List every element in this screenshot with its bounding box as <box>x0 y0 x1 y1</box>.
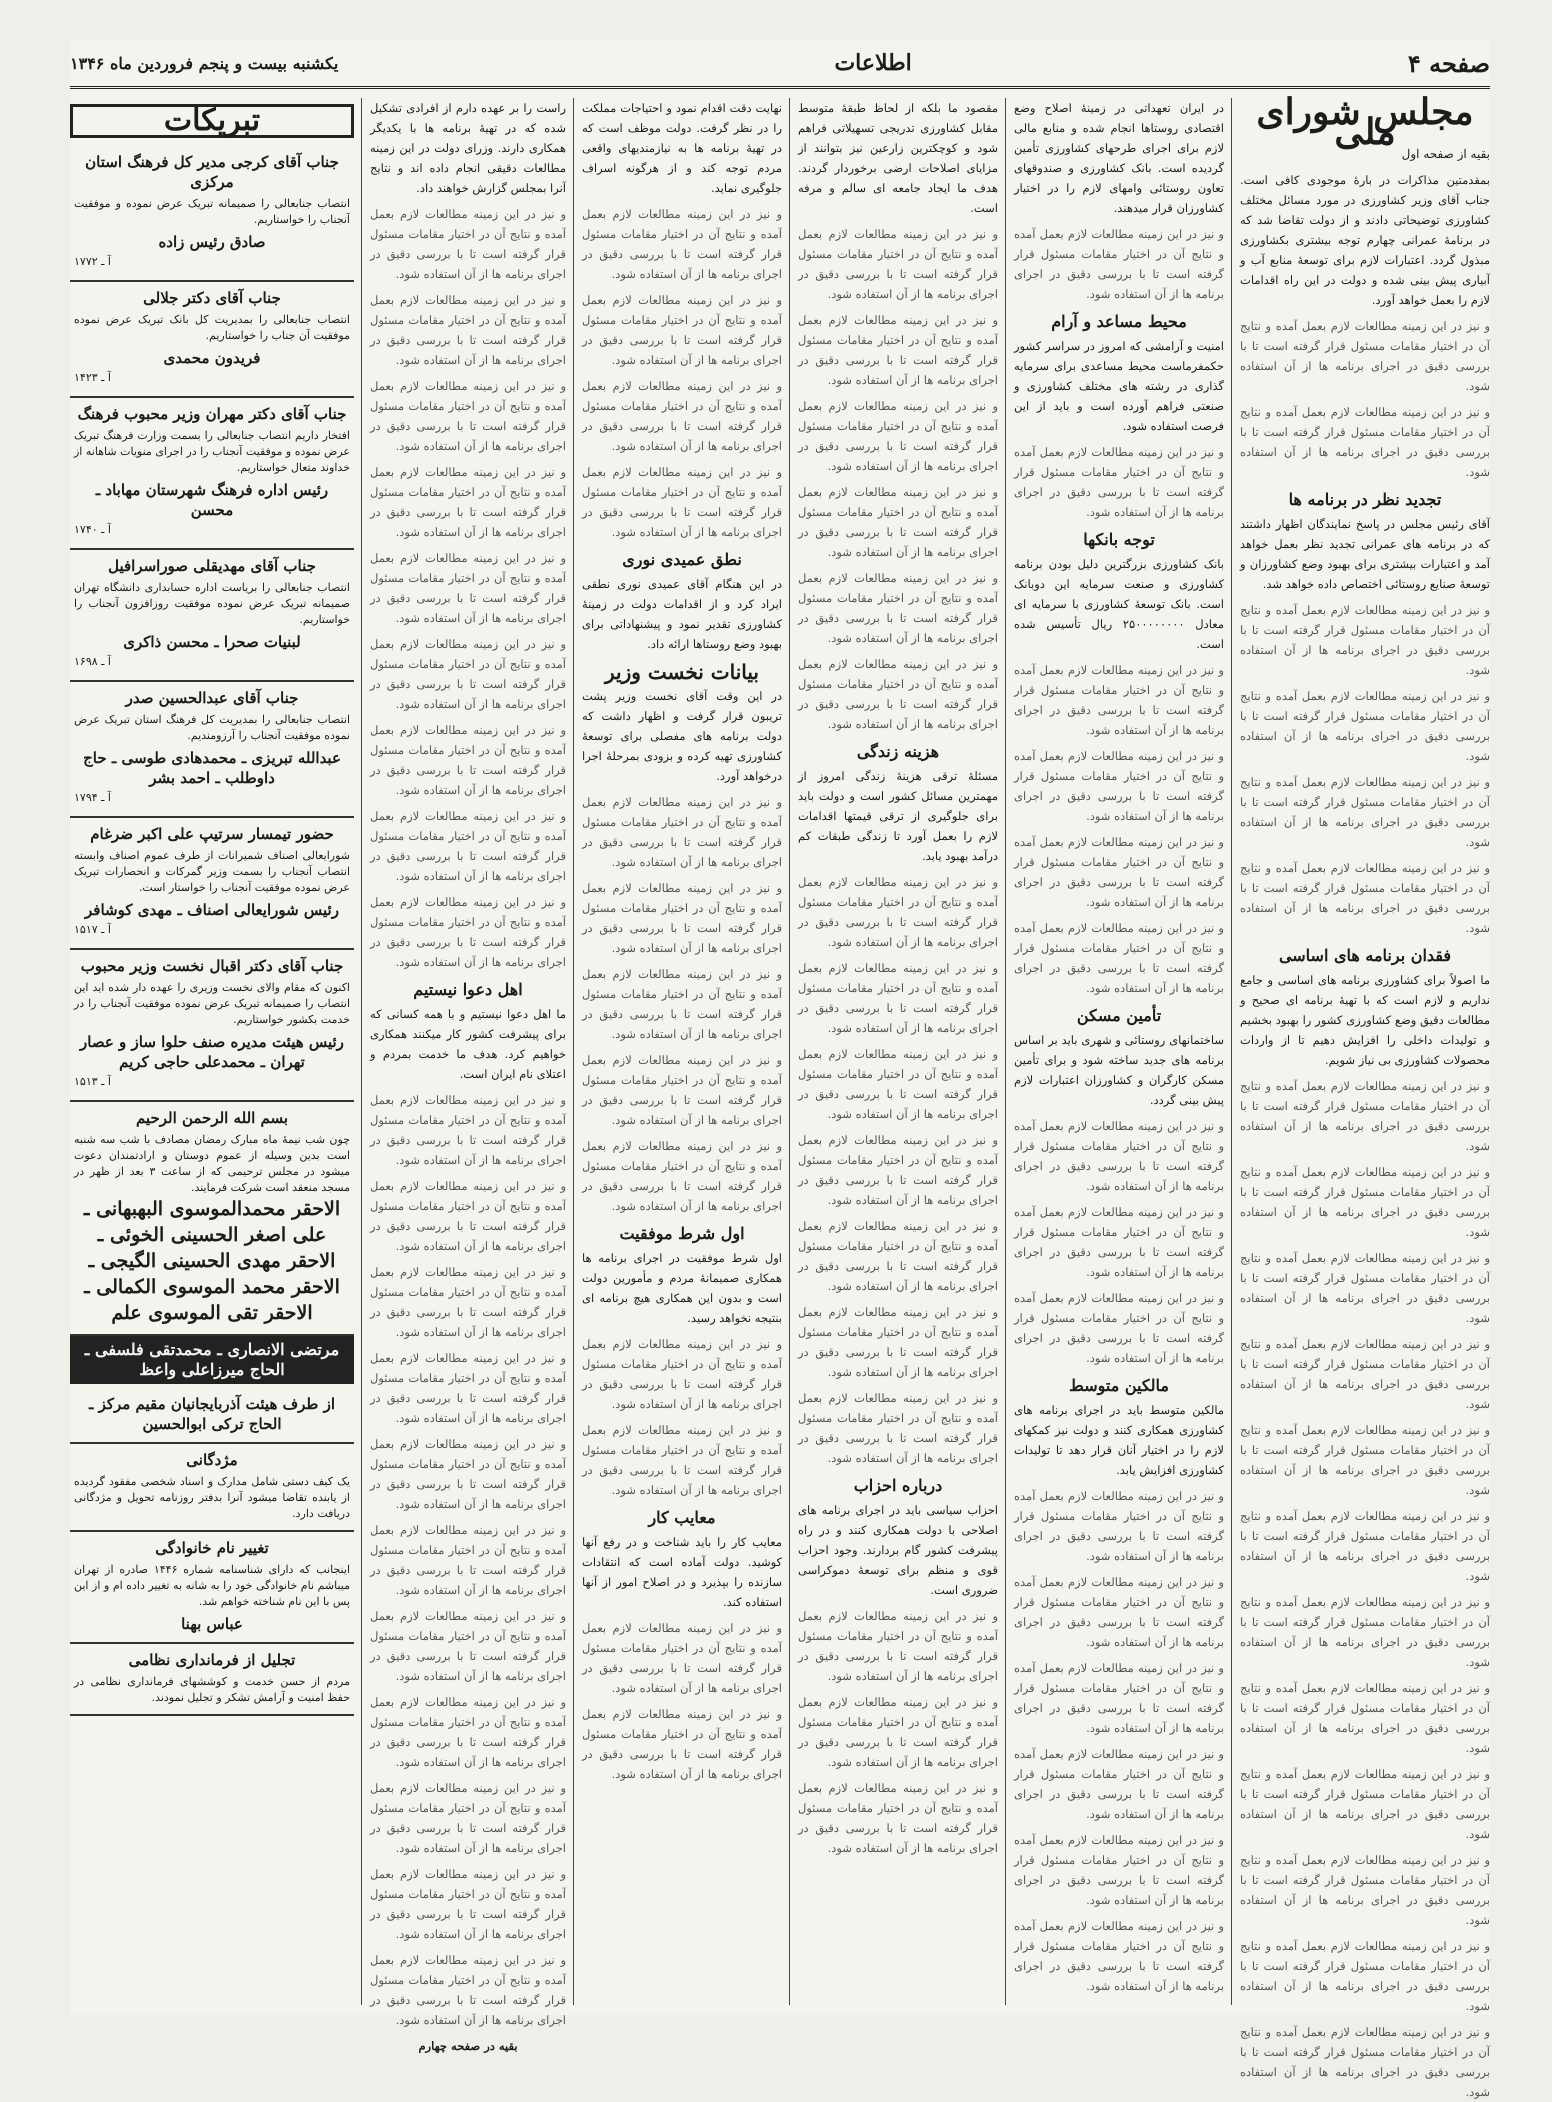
filler-paragraph: و نیز در این زمینه مطالعات لازم بعمل آمده و نتایج آن در اختیار مقامات مسئول قرار گرفته است تا با بررسی دقیق در اجرای برنامه ها از آن استفاده شود. <box>582 1053 782 1127</box>
ad-head: جناب آقای دکتر اقبال نخست وزیر محبوب <box>80 957 344 975</box>
filler-paragraph: و نیز در این زمینه مطالعات لازم بعمل آمده و نتایج آن در اختیار مقامات مسئول قرار گرفته است تا با بررسی دقیق در اجرای برنامه ها از آن استفاده شود. <box>1240 1165 1490 1239</box>
name-change-ad <box>70 1532 354 1644</box>
ad-sign: لبنیات صحرا ـ محسن ذاکری <box>123 633 301 651</box>
filler-paragraph: و نیز در این زمینه مطالعات لازم بعمل آمده و نتایج آن در اختیار مقامات مسئول قرار گرفته است تا با بررسی دقیق در اجرای برنامه ها از آن استفاده شود. <box>370 551 566 625</box>
ad-head: جناب آقای کرجی مدیر کل فرهنگ استان مرکزی <box>85 153 339 191</box>
article-paragraph: اول شرط موفقیت در اجرای برنامه ها همکاری صمیمانهٔ مردم و مأمورین دولت است و بدون این همکاری هیچ برنامه ای بنتیجه نخواهد رسید. <box>582 1251 782 1325</box>
filler-paragraph: و نیز در این زمینه مطالعات لازم بعمل آمده و نتایج آن در اختیار مقامات مسئول قرار گرفته است تا با بررسی دقیق در اجرای برنامه ها از آن استفاده شود. <box>370 723 566 797</box>
article-paragraph: در این هنگام آقای عمیدی نوری نطقی ایراد کرد و از اقدامات دولت در زمینهٔ کشاورزی تقدیر نمود و پیشنهاداتی برای بهبود وضع روستاها ارائه داد. <box>582 577 782 651</box>
section-heading: درباره احزاب <box>853 1476 943 1495</box>
filler-paragraph: و نیز در این زمینه مطالعات لازم بعمل آمده و نتایج آن در اختیار مقامات مسئول قرار گرفته است تا با بررسی دقیق در اجرای برنامه ها از آن استفاده شود. <box>582 795 782 869</box>
ad-code: آ ـ ۱۷۹۴ <box>74 791 111 804</box>
filler-paragraph: و نیز در این زمینه مطالعات لازم بعمل آمده و نتایج آن در اختیار مقامات مسئول قرار گرفته است تا با بررسی دقیق در اجرای برنامه ها از آن استفاده شود. <box>370 1781 566 1855</box>
filler-paragraph: و نیز در این زمینه مطالعات لازم بعمل آمده و نتایج آن در اختیار مقامات مسئول قرار گرفته است تا با بررسی دقیق در اجرای برنامه ها از آن استفاده شود. <box>798 1047 998 1121</box>
filler-paragraph: و نیز در این زمینه مطالعات لازم بعمل آمده و نتایج آن در اختیار مقامات مسئول قرار گرفته است تا با بررسی دقیق در اجرای برنامه ها از آن استفاده شود. <box>1240 775 1490 849</box>
article-paragraph: امنیت و آرامشی که امروز در سراسر کشور حکمفرماست محیط مساعدی برای سرمایه گذاری در رشته های مختلف کشاورزی و صنعتی فراهم آورده است و باید از این فرصت استفاده شود. <box>1014 339 1224 433</box>
article-paragraph: ساختمانهای روستائی و شهری باید بر اساس برنامه های جدید ساخته شود و برای تأمین مسکن کارگران و کشاورزان اعتبارات لازم پیش بینی گردد. <box>1014 1033 1224 1107</box>
ad-sign: صادق رئیس زاده <box>158 233 266 251</box>
filler-paragraph: و نیز در این زمینه مطالعات لازم بعمل آمده و نتایج آن در اختیار مقامات مسئول قرار گرفته است تا با بررسی دقیق در اجرای برنامه ها از آن استفاده شود. <box>1240 319 1490 393</box>
article-paragraph: راست را بر عهده دارم از افرادی تشکیل شده که در تهیهٔ برنامه ها با یکدیگر همکاری دارند. وزرای دولت در این زمینه مطالعات دقیقی انجام داده اند و نتایج آنرا بمجلس گزارش خواهند داد. <box>370 101 566 195</box>
filler-paragraph: و نیز در این زمینه مطالعات لازم بعمل آمده و نتایج آن در اختیار مقامات مسئول قرار گرفته است تا با بررسی دقیق در اجرای برنامه ها از آن استفاده شود. <box>1014 1119 1224 1193</box>
filler-paragraph: و نیز در این زمینه مطالعات لازم بعمل آمده و نتایج آن در اختیار مقامات مسئول قرار گرفته است تا با بررسی دقیق در اجرای برنامه ها از آن استفاده شود. <box>798 571 998 645</box>
signatories: الاحقر محمدالموسوی البهبهانی ـ علی اصغر الحسینی الخوئی ـ الاحقر مهدی الحسینی الگیجی ـ الاحقر محمد الموسوی الکمالی ـ الاحقر تقی الموسوی علم <box>83 1198 341 1324</box>
article-paragraph: مالکین متوسط باید در اجرای برنامه های کشاورزی همکاری کنند و دولت نیز کمکهای لازم را در اختیار آنان قرار دهد تا تولیدات کشاورزی افزایش یابد. <box>1014 1403 1224 1477</box>
section-heading: بیانات نخست وزیر <box>605 660 759 684</box>
ad-head: حضور تیمسار سرتیپ علی اکبر ضرغام <box>90 825 334 843</box>
governor-ad <box>70 1644 354 1716</box>
ad-code: آ ـ ۱۷۴۰ <box>74 523 111 536</box>
filler-paragraph: و نیز در این زمینه مطالعات لازم بعمل آمده و نتایج آن در اختیار مقامات مسئول قرار گرفته است تا با بررسی دقیق در اجرای برنامه ها از آن استفاده شود. <box>798 1695 998 1769</box>
announcement-heading: بسم الله الرحمن الرحیم <box>135 1109 289 1127</box>
filler-paragraph: و نیز در این زمینه مطالعات لازم بعمل آمده و نتایج آن در اختیار مقامات مسئول قرار گرفته است تا با بررسی دقیق در اجرای برنامه ها از آن استفاده شود. <box>1240 1079 1490 1153</box>
filler-paragraph: و نیز در این زمینه مطالعات لازم بعمل آمده و نتایج آن در اختیار مقامات مسئول قرار گرفته است تا با بررسی دقیق در اجرای برنامه ها از آن استفاده شود. <box>582 293 782 367</box>
column-rule <box>1231 98 1232 2005</box>
ad-body: انتصاب جنابعالی را بمدیریت کل فرهنگ استان تبریک عرض نموده موفقیت آنجناب را آرزومندیم. <box>74 713 350 742</box>
article-paragraph: بانک کشاورزی بزرگترین دلیل بودن برنامه کشاورزی و صنعت سرمایه این دوبانک است. بانک توسعهٔ کشاورزی با سرمایه ای معادل ۲۵۰۰۰۰۰۰۰۰ ریال تأسیس شده است. <box>1014 557 1224 651</box>
column-5 <box>370 98 566 2053</box>
ad-head: جناب آقای مهدیقلی صوراسرافیل <box>108 557 316 575</box>
column-2 <box>1014 98 1224 2005</box>
column-rule <box>789 98 790 2005</box>
section-heading: توجه بانکها <box>1083 530 1155 549</box>
ad-sign: رئیس شورایعالی اصناف ـ مهدی کوشافر <box>85 901 339 919</box>
filler-paragraph: و نیز در این زمینه مطالعات لازم بعمل آمده و نتایج آن در اختیار مقامات مسئول قرار گرفته است تا با بررسی دقیق در اجرای برنامه ها از آن استفاده شود. <box>370 1093 566 1167</box>
filler-paragraph: و نیز در این زمینه مطالعات لازم بعمل آمده و نتایج آن در اختیار مقامات مسئول قرار گرفته است تا با بررسی دقیق در اجرای برنامه ها از آن استفاده شود. <box>370 207 566 281</box>
ad-code: آ ـ ۱۴۲۳ <box>74 371 111 384</box>
section-heading: مالکین متوسط <box>1069 1376 1169 1395</box>
ad-sign: رئیس اداره فرهنگ شهرستان مهاباد ـ محسن <box>95 481 329 519</box>
filler-paragraph: و نیز در این زمینه مطالعات لازم بعمل آمده و نتایج آن در اختیار مقامات مسئول قرار گرفته است تا با بررسی دقیق در اجرای برنامه ها از آن استفاده شود. <box>1014 1661 1224 1735</box>
filler-paragraph: و نیز در این زمینه مطالعات لازم بعمل آمده و نتایج آن در اختیار مقامات مسئول قرار گرفته است تا با بررسی دقیق در اجرای برنامه ها از آن استفاده شود. <box>1014 1205 1224 1279</box>
ad-head: جناب آقای عبدالحسین صدر <box>125 689 299 707</box>
filler-paragraph: و نیز در این زمینه مطالعات لازم بعمل آمده و نتایج آن در اختیار مقامات مسئول قرار گرفته است تا با بررسی دقیق در اجرای برنامه ها از آن استفاده شود. <box>582 1423 782 1497</box>
filler-paragraph: و نیز در این زمینه مطالعات لازم بعمل آمده و نتایج آن در اختیار مقامات مسئول قرار گرفته است تا با بررسی دقیق در اجرای برنامه ها از آن استفاده شود. <box>1240 1767 1490 1841</box>
community-sign: از طرف هیئت آذربایجانیان مقیم مرکز ـ الحاج ترکی ابوالحسین <box>88 1395 335 1433</box>
congrats-ad <box>70 818 354 950</box>
ad-head: جناب آقای دکتر جلالی <box>143 289 281 307</box>
section-heading: نطق عمیدی نوری <box>622 550 742 569</box>
congrats-ad <box>70 146 354 282</box>
filler-paragraph: و نیز در این زمینه مطالعات لازم بعمل آمده و نتایج آن در اختیار مقامات مسئول قرار گرفته است تا با بررسی دقیق در اجرای برنامه ها از آن استفاده شود. <box>582 1707 782 1781</box>
column-ads <box>70 98 354 2005</box>
filler-paragraph: و نیز در این زمینه مطالعات لازم بعمل آمده و نتایج آن در اختیار مقامات مسئول قرار گرفته است تا با بررسی دقیق در اجرای برنامه ها از آن استفاده شود. <box>1014 1833 1224 1907</box>
filler-paragraph: و نیز در این زمینه مطالعات لازم بعمل آمده و نتایج آن در اختیار مقامات مسئول قرار گرفته است تا با بررسی دقیق در اجرای برنامه ها از آن استفاده شود. <box>1240 1939 1490 2013</box>
section-heading: معایب کار <box>648 1508 716 1527</box>
filler-paragraph: و نیز در این زمینه مطالعات لازم بعمل آمده و نتایج آن در اختیار مقامات مسئول قرار گرفته است تا با بررسی دقیق در اجرای برنامه ها از آن استفاده شود. <box>1014 227 1224 301</box>
filler-paragraph: و نیز در این زمینه مطالعات لازم بعمل آمده و نتایج آن در اختیار مقامات مسئول قرار گرفته است تا با بررسی دقیق در اجرای برنامه ها از آن استفاده شود. <box>1240 1681 1490 1755</box>
column-1 <box>1240 91 1490 2099</box>
continued-label: بقیه در صفحه چهارم <box>418 2039 518 2053</box>
filler-paragraph: و نیز در این زمینه مطالعات لازم بعمل آمده و نتایج آن در اختیار مقامات مسئول قرار گرفته است تا با بررسی دقیق در اجرای برنامه ها از آن استفاده شود. <box>798 399 998 473</box>
section-heading: هزینه زندگی <box>856 742 940 761</box>
filler-paragraph: و نیز در این زمینه مطالعات لازم بعمل آمده و نتایج آن در اختیار مقامات مسئول قرار گرفته است تا با بررسی دقیق در اجرای برنامه ها از آن استفاده شود. <box>370 1265 566 1339</box>
filler-paragraph: و نیز در این زمینه مطالعات لازم بعمل آمده و نتایج آن در اختیار مقامات مسئول قرار گرفته است تا با بررسی دقیق در اجرای برنامه ها از آن استفاده شود. <box>370 895 566 969</box>
signatories-box: مرتضی الانصاری ـ محمدتقی فلسفی ـ الحاج میرزاعلی واعظ <box>70 1336 354 1384</box>
ad-body: انتصاب جنابعالی را بریاست اداره حسابداری دانشگاه تهران صمیمانه تبریک عرض نموده موفقیت روزافزون آنجناب را خواستاریم. <box>74 581 350 626</box>
filler-paragraph: و نیز در این زمینه مطالعات لازم بعمل آمده و نتایج آن در اختیار مقامات مسئول قرار گرفته است تا با بررسی دقیق در اجرای برنامه ها از آن استفاده شود. <box>582 465 782 539</box>
filler-paragraph: و نیز در این زمینه مطالعات لازم بعمل آمده و نتایج آن در اختیار مقامات مسئول قرار گرفته است تا با بررسی دقیق در اجرای برنامه ها از آن استفاده شود. <box>370 379 566 453</box>
article-paragraph: در ایران تعهداتی در زمینهٔ اصلاح وضع اقتصادی روستاها انجام شده و منابع مالی لازم برای اجرای طرحهای کشاورزی تأمین گردیده است. بانک کشاورزی و صندوقهای تعاون روستائی وامهای لازم را در اختیار کشاورزان قرار میدهند. <box>1014 101 1224 215</box>
filler-paragraph: و نیز در این زمینه مطالعات لازم بعمل آمده و نتایج آن در اختیار مقامات مسئول قرار گرفته است تا با بررسی دقیق در اجرای برنامه ها از آن استفاده شود. <box>370 1867 566 1941</box>
ad-head: جناب آقای دکتر مهران وزیر محبوب فرهنگ <box>77 405 347 423</box>
filler-paragraph: و نیز در این زمینه مطالعات لازم بعمل آمده و نتایج آن در اختیار مقامات مسئول قرار گرفته است تا با بررسی دقیق در اجرای برنامه ها از آن استفاده شود. <box>1014 1747 1224 1821</box>
filler-paragraph: و نیز در این زمینه مطالعات لازم بعمل آمده و نتایج آن در اختیار مقامات مسئول قرار گرفته است تا با بررسی دقیق در اجرای برنامه ها از آن استفاده شود. <box>1014 1489 1224 1563</box>
article-paragraph: احزاب سیاسی باید در اجرای برنامه های اصلاحی با دولت همکاری کنند و در راه پیشرفت کشور گام بردارند. وجود احزاب قوی و منظم برای توسعهٔ دموکراسی ضروری است. <box>798 1503 998 1597</box>
column-rule <box>573 98 574 2005</box>
page-header <box>70 40 1490 89</box>
column-4 <box>582 98 782 2005</box>
congrats-ad <box>70 950 354 1102</box>
name-change-title: تغییر نام خانوادگی <box>155 1539 269 1557</box>
section-heading: محیط مساعد و آرام <box>1051 312 1187 331</box>
ad-code: آ ـ ۱۶۹۸ <box>74 655 111 668</box>
section-heading: تأمین مسکن <box>1076 1006 1162 1025</box>
column-3 <box>798 98 998 2005</box>
filler-paragraph: و نیز در این زمینه مطالعات لازم بعمل آمده و نتایج آن در اختیار مقامات مسئول قرار گرفته است تا با بررسی دقیق در اجرای برنامه ها از آن استفاده شود. <box>370 293 566 367</box>
ad-sign: عبدالله تبریزی ـ محمدهادی طوسی ـ حاج داوطلب ـ احمد بشر <box>83 749 341 787</box>
filler-paragraph: و نیز در این زمینه مطالعات لازم بعمل آمده و نتایج آن در اختیار مقامات مسئول قرار گرفته است تا با بررسی دقیق در اجرای برنامه ها از آن استفاده شود. <box>1240 1509 1490 1583</box>
article-paragraph: مسئلهٔ ترقی هزینهٔ زندگی امروز از مهمترین مسائل کشور است و دولت باید برای جلوگیری از ترقی قیمتها اقدامات لازم را بعمل آورد تا زندگی طبقات کم درآمد بهبود یابد. <box>798 769 998 863</box>
filler-paragraph: و نیز در این زمینه مطالعات لازم بعمل آمده و نتایج آن در اختیار مقامات مسئول قرار گرفته است تا با بررسی دقیق در اجرای برنامه ها از آن استفاده شود. <box>798 485 998 559</box>
filler-paragraph: و نیز در این زمینه مطالعات لازم بعمل آمده و نتایج آن در اختیار مقامات مسئول قرار گرفته است تا با بررسی دقیق در اجرای برنامه ها از آن استفاده شود. <box>370 1437 566 1511</box>
filler-paragraph: و نیز در این زمینه مطالعات لازم بعمل آمده و نتایج آن در اختیار مقامات مسئول قرار گرفته است تا با بررسی دقیق در اجرای برنامه ها از آن استفاده شود. <box>370 1953 566 2027</box>
column-rule <box>1005 98 1006 2005</box>
issue-date: یکشنبه بیست و پنجم فروردین ماه ۱۳۴۶ <box>70 53 339 73</box>
section-heading: اهل دعوا نیستیم <box>413 980 523 999</box>
filler-paragraph: و نیز در این زمینه مطالعات لازم بعمل آمده و نتایج آن در اختیار مقامات مسئول قرار گرفته است تا با بررسی دقیق در اجرای برنامه ها از آن استفاده شود. <box>798 1609 998 1683</box>
filler-paragraph: و نیز در این زمینه مطالعات لازم بعمل آمده و نتایج آن در اختیار مقامات مسئول قرار گرفته است تا با بررسی دقیق در اجرای برنامه ها از آن استفاده شود. <box>1240 1853 1490 1927</box>
congrats-ad <box>70 550 354 682</box>
ad-body: شورایعالی اصناف شمیرانات از طرف عموم اصناف وابسته انتصاب آنجناب را بسمت وزیر گمرکات و انحصارات تبریک عرض نموده موفقیت آنجناب را خواستار است. <box>74 849 350 894</box>
article-paragraph: در این وقت آقای نخست وزیر پشت تریبون قرار گرفت و اظهار داشت که دولت برنامه های مفصلی برای توسعهٔ کشاورزی تهیه کرده و بزودی بمرحلهٔ اجرا درخواهد آورد. <box>582 689 782 783</box>
governor-title: تجلیل از فرمانداری نظامی <box>128 1651 296 1669</box>
ad-sign: فریدون محمدی <box>163 349 261 367</box>
article-paragraph: معایب کار را باید شناخت و در رفع آنها کوشید. دولت آماده است که انتقادات سازنده را بپذیرد و در اصلاح امور از آنها استفاده کند. <box>582 1535 782 1609</box>
filler-paragraph: و نیز در این زمینه مطالعات لازم بعمل آمده و نتایج آن در اختیار مقامات مسئول قرار گرفته است تا با بررسی دقیق در اجرای برنامه ها از آن استفاده شود. <box>1014 1291 1224 1365</box>
congrats-ad <box>70 282 354 398</box>
ad-code: آ ـ ۱۵۱۷ <box>74 923 111 936</box>
section-heading: فقدان برنامه های اساسی <box>1278 946 1452 965</box>
column-rule <box>361 98 362 2005</box>
filler-paragraph: و نیز در این زمینه مطالعات لازم بعمل آمده و نتایج آن در اختیار مقامات مسئول قرار گرفته است تا با بررسی دقیق در اجرای برنامه ها از آن استفاده شود. <box>370 637 566 711</box>
section-heading: تجدید نظر در برنامه ها <box>1288 490 1442 509</box>
article-paragraph: مقصود ما بلکه از لحاظ طبقهٔ متوسط مقابل کشاورزی تدریجی تسهیلاتی فراهم شود و کوچکترین زارعین نیز بتوانند از مزایای اصلاحات ارضی برخوردار گردند. هدف ما ایجاد جامعه ای سالم و مرفه است. <box>798 101 998 215</box>
congrats-ad <box>70 398 354 550</box>
filler-paragraph: و نیز در این زمینه مطالعات لازم بعمل آمده و نتایج آن در اختیار مقامات مسئول قرار گرفته است تا با بررسی دقیق در اجرای برنامه ها از آن استفاده شود. <box>1014 1919 1224 1993</box>
ad-body: اکنون که مقام والای نخست وزیری را عهده دار شده اید این انتصاب را صمیمانه تبریک عرض نموده موفقیت آنجناب را در خدمت بکشور خواستاریم. <box>74 981 350 1026</box>
filler-paragraph: و نیز در این زمینه مطالعات لازم بعمل آمده و نتایج آن در اختیار مقامات مسئول قرار گرفته است تا با بررسی دقیق در اجرای برنامه ها از آن استفاده شود. <box>798 313 998 387</box>
announcement-text: چون شب نیمهٔ ماه مبارک رمضان مصادف با شب سه شنبه است بدین وسیله از عموم دوستان و ارادتمندان دعوت میشود در مجلس ترحیمی که از ساعت ۳ بعد از ظهر در مسجد منعقد است شرکت فرمایند. <box>74 1133 350 1194</box>
filler-paragraph: و نیز در این زمینه مطالعات لازم بعمل آمده و نتایج آن در اختیار مقامات مسئول قرار گرفته است تا با بررسی دقیق در اجرای برنامه ها از آن استفاده شود. <box>798 1391 998 1465</box>
filler-paragraph: و نیز در این زمینه مطالعات لازم بعمل آمده و نتایج آن در اختیار مقامات مسئول قرار گرفته است تا با بررسی دقیق در اجرای برنامه ها از آن استفاده شود. <box>1240 2025 1490 2099</box>
filler-paragraph: و نیز در این زمینه مطالعات لازم بعمل آمده و نتایج آن در اختیار مقامات مسئول قرار گرفته است تا با بررسی دقیق در اجرای برنامه ها از آن استفاده شود. <box>370 1523 566 1597</box>
filler-paragraph: و نیز در این زمینه مطالعات لازم بعمل آمده و نتایج آن در اختیار مقامات مسئول قرار گرفته است تا با بررسی دقیق در اجرای برنامه ها از آن استفاده شود. <box>370 1351 566 1425</box>
newspaper-page <box>70 40 1490 2099</box>
filler-paragraph: و نیز در این زمینه مطالعات لازم بعمل آمده و نتایج آن در اختیار مقامات مسئول قرار گرفته است تا با بررسی دقیق در اجرای برنامه ها از آن استفاده شود. <box>798 1219 998 1293</box>
filler-paragraph: و نیز در این زمینه مطالعات لازم بعمل آمده و نتایج آن در اختیار مقامات مسئول قرار گرفته است تا با بررسی دقیق در اجرای برنامه ها از آن استفاده شود. <box>1240 1337 1490 1411</box>
filler-paragraph: و نیز در این زمینه مطالعات لازم بعمل آمده و نتایج آن در اختیار مقامات مسئول قرار گرفته است تا با بررسی دقیق در اجرای برنامه ها از آن استفاده شود. <box>582 1337 782 1411</box>
filler-paragraph: و نیز در این زمینه مطالعات لازم بعمل آمده و نتایج آن در اختیار مقامات مسئول قرار گرفته است تا با بررسی دقیق در اجرای برنامه ها از آن استفاده شود. <box>798 227 998 301</box>
article-paragraph: نهایت دقت اقدام نمود و احتیاجات مملکت را در نظر گرفت. دولت موظف است که در تهیهٔ برنامه ها به نیازمندیهای واقعی مردم توجه کند و از هرگونه اسراف جلوگیری نماید. <box>582 101 782 195</box>
filler-paragraph: و نیز در این زمینه مطالعات لازم بعمل آمده و نتایج آن در اختیار مقامات مسئول قرار گرفته است تا با بررسی دقیق در اجرای برنامه ها از آن استفاده شود. <box>798 961 998 1035</box>
filler-paragraph: و نیز در این زمینه مطالعات لازم بعمل آمده و نتایج آن در اختیار مقامات مسئول قرار گرفته است تا با بررسی دقیق در اجرای برنامه ها از آن استفاده شود. <box>582 967 782 1041</box>
filler-paragraph: و نیز در این زمینه مطالعات لازم بعمل آمده و نتایج آن در اختیار مقامات مسئول قرار گرفته است تا با بررسی دقیق در اجرای برنامه ها از آن استفاده شود. <box>798 657 998 731</box>
filler-paragraph: و نیز در این زمینه مطالعات لازم بعمل آمده و نتایج آن در اختیار مقامات مسئول قرار گرفته است تا با بررسی دقیق در اجرای برنامه ها از آن استفاده شود. <box>582 881 782 955</box>
filler-paragraph: و نیز در این زمینه مطالعات لازم بعمل آمده و نتایج آن در اختیار مقامات مسئول قرار گرفته است تا با بررسی دقیق در اجرای برنامه ها از آن استفاده شود. <box>1240 1423 1490 1497</box>
lost-item-ad <box>70 1444 354 1532</box>
filler-paragraph: و نیز در این زمینه مطالعات لازم بعمل آمده و نتایج آن در اختیار مقامات مسئول قرار گرفته است تا با بررسی دقیق در اجرای برنامه ها از آن استفاده شود. <box>1014 663 1224 737</box>
article-paragraph: بمقدمتین مذاکرات در بارهٔ موجودی کافی است. جناب آقای وزیر کشاورزی در مورد مسائل مختلف کشاورزی توضیحاتی دادند و از دولت تقاضا شد که در برنامهٔ عمرانی چهارم توجه بیشتری بکشاورزی مبذول گردد. اعتبارات لازم برای توسعهٔ منابع آب و آبیاری پیش بینی شده و دولت در این راه اقدامات لازم را بعمل خواهد آورد. <box>1240 173 1490 307</box>
article-subtitle: بقیه از صفحه اول <box>1401 147 1490 161</box>
section-title: تبریکات <box>70 104 354 138</box>
filler-paragraph: و نیز در این زمینه مطالعات لازم بعمل آمده و نتایج آن در اختیار مقامات مسئول قرار گرفته است تا با بررسی دقیق در اجرای برنامه ها از آن استفاده شود. <box>582 1621 782 1695</box>
ad-body: انتصاب جنابعالی را بمدیریت کل بانک تبریک عرض نموده موفقیت آن جناب را خواستاریم. <box>74 313 350 342</box>
page-number: صفحه ۴ <box>1407 48 1490 78</box>
filler-paragraph: و نیز در این زمینه مطالعات لازم بعمل آمده و نتایج آن در اختیار مقامات مسئول قرار گرفته است تا با بررسی دقیق در اجرای برنامه ها از آن استفاده شود. <box>370 1695 566 1769</box>
article-paragraph: ما اهل دعوا نیستیم و با همه کسانی که برای پیشرفت کشور کار میکنند همکاری خواهیم کرد. هدف ما خدمت بمردم و اعتلای نام ایران است. <box>370 1007 566 1081</box>
filler-paragraph: و نیز در این زمینه مطالعات لازم بعمل آمده و نتایج آن در اختیار مقامات مسئول قرار گرفته است تا با بررسی دقیق در اجرای برنامه ها از آن استفاده شود. <box>1240 1251 1490 1325</box>
article-title: مجلس شورای ملی <box>1256 91 1474 153</box>
article-paragraph: آقای رئیس مجلس در پاسخ نمایندگان اظهار داشتند که در برنامه های عمرانی تجدید نظر بعمل خواهد آمد و اعتبارات بیشتری برای بهبود وضع کشاورزان و توسعهٔ صنایع روستائی اختصاص داده خواهد شد. <box>1240 517 1490 591</box>
filler-paragraph: و نیز در این زمینه مطالعات لازم بعمل آمده و نتایج آن در اختیار مقامات مسئول قرار گرفته است تا با بررسی دقیق در اجرای برنامه ها از آن استفاده شود. <box>370 809 566 883</box>
community-ad <box>70 1384 354 1444</box>
filler-paragraph: و نیز در این زمینه مطالعات لازم بعمل آمده و نتایج آن در اختیار مقامات مسئول قرار گرفته است تا با بررسی دقیق در اجرای برنامه ها از آن استفاده شود. <box>1240 405 1490 479</box>
filler-paragraph: و نیز در این زمینه مطالعات لازم بعمل آمده و نتایج آن در اختیار مقامات مسئول قرار گرفته است تا با بررسی دقیق در اجرای برنامه ها از آن استفاده شود. <box>1014 445 1224 519</box>
governor-text: مردم از حسن خدمت و کوششهای فرمانداری نظامی در حفظ امنیت و آرامش تشکر و تجلیل نمودند. <box>74 1675 350 1704</box>
section-heading: اول شرط موفقیت <box>619 1224 745 1243</box>
filler-paragraph: و نیز در این زمینه مطالعات لازم بعمل آمده و نتایج آن در اختیار مقامات مسئول قرار گرفته است تا با بررسی دقیق در اجرای برنامه ها از آن استفاده شود. <box>1240 689 1490 763</box>
name-change-text: اینجانب که دارای شناسنامه شماره ۱۴۴۶ صادره از تهران میباشم نام خانوادگی خود را به شانه به تغییر داده ام و از این پس با این نام شناخته خواهم شد. <box>74 1563 350 1608</box>
filler-paragraph: و نیز در این زمینه مطالعات لازم بعمل آمده و نتایج آن در اختیار مقامات مسئول قرار گرفته است تا با بررسی دقیق در اجرای برنامه ها از آن استفاده شود. <box>1240 861 1490 935</box>
lost-text: یک کیف دستی شامل مدارک و اسناد شخصی مفقود گردیده از یابنده تقاضا میشود آنرا بدفتر روزنامه تحویل و مژدگانی دریافت دارد. <box>74 1475 350 1520</box>
filler-paragraph: و نیز در این زمینه مطالعات لازم بعمل آمده و نتایج آن در اختیار مقامات مسئول قرار گرفته است تا با بررسی دقیق در اجرای برنامه ها از آن استفاده شود. <box>1240 1595 1490 1669</box>
filler-paragraph: و نیز در این زمینه مطالعات لازم بعمل آمده و نتایج آن در اختیار مقامات مسئول قرار گرفته است تا با بررسی دقیق در اجرای برنامه ها از آن استفاده شود. <box>798 1305 998 1379</box>
filler-paragraph: و نیز در این زمینه مطالعات لازم بعمل آمده و نتایج آن در اختیار مقامات مسئول قرار گرفته است تا با بررسی دقیق در اجرای برنامه ها از آن استفاده شود. <box>582 207 782 281</box>
name-change-sign: عباس بهنا <box>181 1615 243 1633</box>
lost-title: مژدگانی <box>186 1451 238 1469</box>
filler-paragraph: و نیز در این زمینه مطالعات لازم بعمل آمده و نتایج آن در اختیار مقامات مسئول قرار گرفته است تا با بررسی دقیق در اجرای برنامه ها از آن استفاده شود. <box>798 1133 998 1207</box>
newspaper-name: اطلاعات <box>834 50 912 76</box>
filler-paragraph: و نیز در این زمینه مطالعات لازم بعمل آمده و نتایج آن در اختیار مقامات مسئول قرار گرفته است تا با بررسی دقیق در اجرای برنامه ها از آن استفاده شود. <box>798 1781 998 1855</box>
filler-paragraph: و نیز در این زمینه مطالعات لازم بعمل آمده و نتایج آن در اختیار مقامات مسئول قرار گرفته است تا با بررسی دقیق در اجرای برنامه ها از آن استفاده شود. <box>1014 835 1224 909</box>
ad-code: آ ـ ۱۵۱۳ <box>74 1075 111 1088</box>
filler-paragraph: و نیز در این زمینه مطالعات لازم بعمل آمده و نتایج آن در اختیار مقامات مسئول قرار گرفته است تا با بررسی دقیق در اجرای برنامه ها از آن استفاده شود. <box>582 379 782 453</box>
filler-paragraph: و نیز در این زمینه مطالعات لازم بعمل آمده و نتایج آن در اختیار مقامات مسئول قرار گرفته است تا با بررسی دقیق در اجرای برنامه ها از آن استفاده شود. <box>1014 1575 1224 1649</box>
filler-paragraph: و نیز در این زمینه مطالعات لازم بعمل آمده و نتایج آن در اختیار مقامات مسئول قرار گرفته است تا با بررسی دقیق در اجرای برنامه ها از آن استفاده شود. <box>1014 749 1224 823</box>
filler-paragraph: و نیز در این زمینه مطالعات لازم بعمل آمده و نتایج آن در اختیار مقامات مسئول قرار گرفته است تا با بررسی دقیق در اجرای برنامه ها از آن استفاده شود. <box>370 1179 566 1253</box>
ad-body: انتصاب جنابعالی را صمیمانه تبریک عرض نموده و موفقیت آنجناب را خواستاریم. <box>74 197 350 226</box>
ad-code: آ ـ ۱۷۷۲ <box>74 255 111 268</box>
congrats-ad <box>70 682 354 818</box>
filler-paragraph: و نیز در این زمینه مطالعات لازم بعمل آمده و نتایج آن در اختیار مقامات مسئول قرار گرفته است تا با بررسی دقیق در اجرای برنامه ها از آن استفاده شود. <box>370 465 566 539</box>
filler-paragraph: و نیز در این زمینه مطالعات لازم بعمل آمده و نتایج آن در اختیار مقامات مسئول قرار گرفته است تا با بررسی دقیق در اجرای برنامه ها از آن استفاده شود. <box>582 1139 782 1213</box>
memorial-announcement <box>70 1102 354 1336</box>
filler-paragraph: و نیز در این زمینه مطالعات لازم بعمل آمده و نتایج آن در اختیار مقامات مسئول قرار گرفته است تا با بررسی دقیق در اجرای برنامه ها از آن استفاده شود. <box>370 1609 566 1683</box>
filler-paragraph: و نیز در این زمینه مطالعات لازم بعمل آمده و نتایج آن در اختیار مقامات مسئول قرار گرفته است تا با بررسی دقیق در اجرای برنامه ها از آن استفاده شود. <box>1014 921 1224 995</box>
ad-body: افتخار داریم انتصاب جنابعالی را بسمت وزارت فرهنگ تبریک عرض نموده و موفقیت آنجناب را در اجرای منویات شاهانه از خداوند متعال خواستاریم. <box>74 429 350 474</box>
article-paragraph: ما اصولاً برای کشاورزی برنامه های اساسی و جامع نداریم و لازم است که با تهیهٔ برنامه ای صحیح و مطالعات دقیق وضع کشاورزی کشور را بهبود بخشیم و تولیدات داخلی را افزایش دهیم تا از واردات محصولات کشاورزی بی نیاز شویم. <box>1240 973 1490 1067</box>
filler-paragraph: و نیز در این زمینه مطالعات لازم بعمل آمده و نتایج آن در اختیار مقامات مسئول قرار گرفته است تا با بررسی دقیق در اجرای برنامه ها از آن استفاده شود. <box>798 875 998 949</box>
filler-paragraph: و نیز در این زمینه مطالعات لازم بعمل آمده و نتایج آن در اختیار مقامات مسئول قرار گرفته است تا با بررسی دقیق در اجرای برنامه ها از آن استفاده شود. <box>1240 603 1490 677</box>
ad-sign: رئیس هیئت مدیره صنف حلوا ساز و عصار تهران ـ محمدعلی حاجی کریم <box>80 1033 344 1071</box>
